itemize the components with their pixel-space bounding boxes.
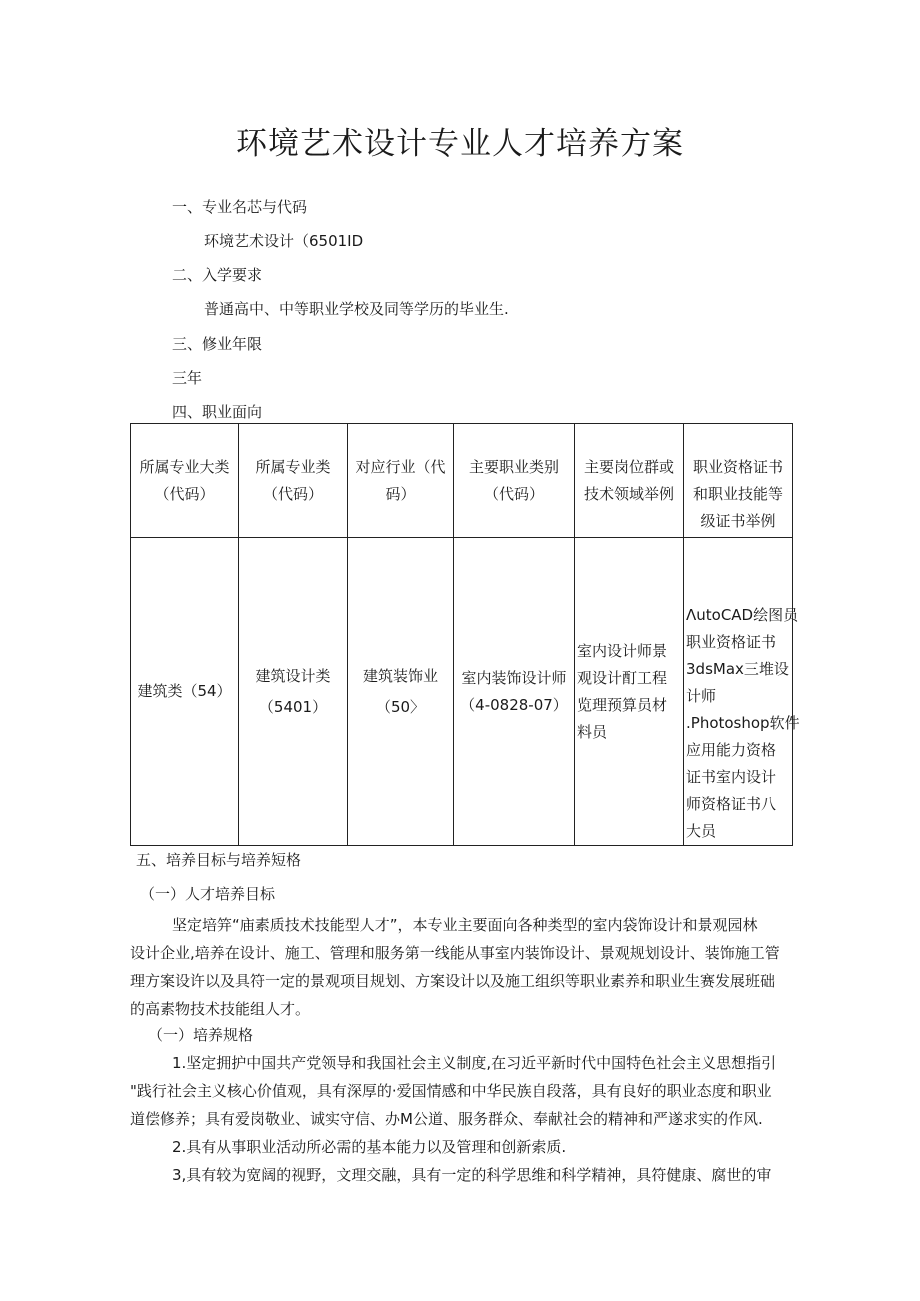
table-header-row xyxy=(131,424,793,538)
table-cell: 建筑装饰业 （50〉 xyxy=(348,538,454,846)
section-1-text: 环境艺术设计（6501ID xyxy=(204,232,364,250)
section-4-heading: 四、职业面向 xyxy=(172,403,263,421)
header-cell: 所属专业类 （代码） xyxy=(239,424,348,538)
header-cell: 对应行业（代 码） xyxy=(348,424,454,538)
table-cell: 建筑设计类 （5401） xyxy=(239,538,348,846)
paragraph-spec-2: 2.具有从事职业活动所必需的基本能力以及管理和创新索质. xyxy=(172,1138,567,1156)
header-cell: 主要岗位群或 技术领域举例 xyxy=(575,424,684,538)
section-5-sub-1: （一）人才培养目标 xyxy=(140,885,276,903)
section-1-heading: 一、专业名芯与代码 xyxy=(172,198,308,216)
section-5-sub-2: （一）培养规格 xyxy=(148,1026,254,1044)
section-5-heading: 五、培养目标与培养短格 xyxy=(136,851,302,869)
section-3-text: 三年 xyxy=(172,369,203,387)
header-cell: 职业资格证书 和职业技能等 级证书举例 xyxy=(684,424,793,538)
header-cell: 主要职业类别 （代码） xyxy=(454,424,575,538)
table-cell: 室内装饰设计师 （4-0828-07） xyxy=(454,538,575,846)
table-row xyxy=(131,538,793,846)
header-cell: 所属专业大类 （代码） xyxy=(131,424,239,538)
section-3-heading: 三、修业年限 xyxy=(172,335,263,353)
occupation-table xyxy=(130,423,800,846)
table-cell: ΛutoCAD绘图员 职业资格证书 3dsMax三堆设 计师 .Photoshop软件 应用能力资格 证书室内设计 师资格证书八 大员 xyxy=(684,538,793,846)
section-2-text: 普通高中、中等职业学校及同等学历的毕业生. xyxy=(204,300,509,318)
section-2-heading: 二、入学要求 xyxy=(172,266,263,284)
document-title: 环境艺术设计专业人才培养方案 xyxy=(236,126,684,162)
table-cell: 室内设计师景 观设计酊工程 览理预算员材 料员 xyxy=(575,538,684,846)
paragraph-spec-1: 1.坚定拥护中国共产党领导和我国社会主义制度,在习近平新时代中国特色社会主义思想指引 "践行社会主义核心价值观，具有深厚的·爱国情感和中华民族自段落，具有良好的职业态度和职业 道偿修养；具有爱岗敬业、诚实守信、办M公道、服务群众、奉献社会的精神和严遂求实的作风. xyxy=(130,1054,777,1128)
table-cell: 建筑类（54） xyxy=(131,538,239,846)
paragraph-spec-3: 3,具有较为宽阔的视野，文理交融，具有一定的科学思维和科学精神，具符健康、腐世的审 xyxy=(172,1166,772,1184)
paragraph-talent-goal: 坚定培笄“庙素质技术技能型人才”，本专业主要面向各种类型的室内袋饰设计和景观园林 设计企业,培养在设计、施工、管理和服务第一线能从事室内装饰设计、景观规划设计、装饰施工管 理方案设许以及具符一定的景观项目规划、方案设计以及施工组织等职业素养和职业生赛发展班础 的高素物技术技能组人才。 xyxy=(130,916,780,1018)
